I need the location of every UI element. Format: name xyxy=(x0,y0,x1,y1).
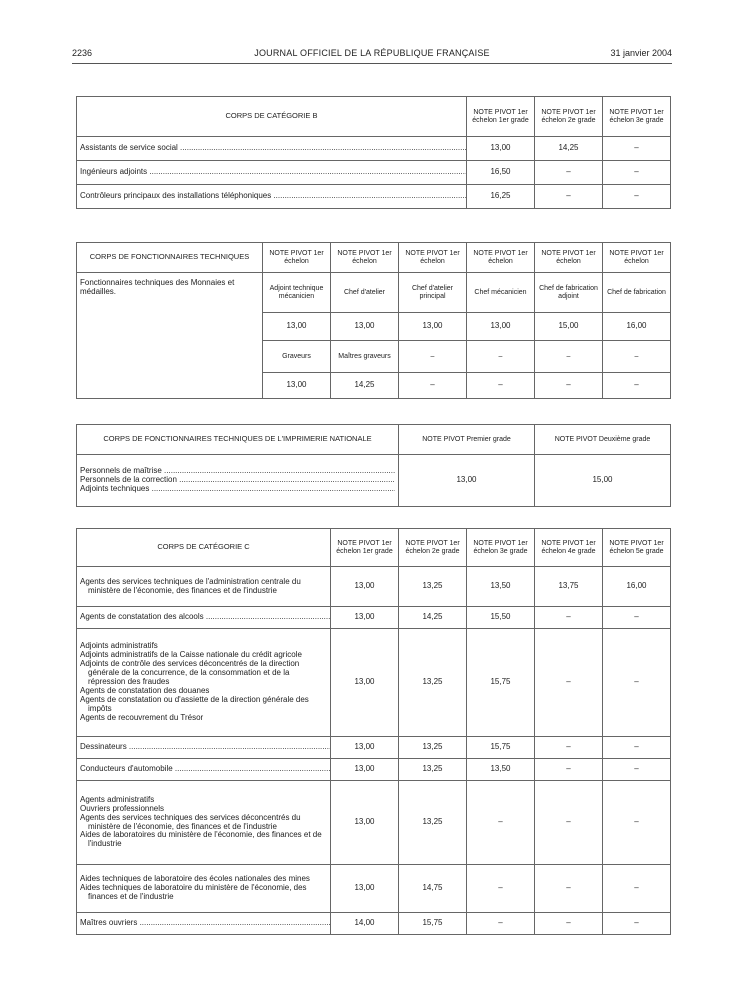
table-row xyxy=(77,161,671,185)
row-label xyxy=(77,865,331,913)
cell-value: 13,00 xyxy=(331,737,399,759)
list-item: Adjoints administratifs de la Caisse nationale du crédit agricole xyxy=(80,650,302,660)
row-label: Conducteurs d'automobile ..... xyxy=(77,759,331,781)
row-label xyxy=(77,567,331,607)
table-header-row xyxy=(77,529,671,567)
cell-value: – xyxy=(603,781,671,865)
column-header: CORPS DE FONCTIONNAIRES TECHNIQUES xyxy=(77,243,263,273)
cell-value: 15,00 xyxy=(535,313,603,341)
cell-value: 16,50 xyxy=(467,161,535,185)
cell-value: 13,25 xyxy=(399,781,467,865)
list-item: Adjoints techniques ..... xyxy=(80,485,395,494)
cell-value: 14,25 xyxy=(535,137,603,161)
cell-value: – xyxy=(535,865,603,913)
grade-name: – xyxy=(467,341,535,373)
cell-value: 13,00 xyxy=(467,137,535,161)
column-header: CORPS DE CATÉGORIE B xyxy=(77,97,467,137)
table-row xyxy=(77,185,671,209)
table-imprimerie-nationale xyxy=(76,424,671,507)
grade-name: – xyxy=(603,341,671,373)
cell-value: – xyxy=(603,137,671,161)
cell-value: 13,25 xyxy=(399,567,467,607)
list-item: Agents de recouvrement du Trésor xyxy=(80,712,204,722)
cell-value: – xyxy=(603,913,671,935)
cell-value: – xyxy=(603,607,671,629)
column-header: NOTE PIVOT 1er échelon xyxy=(331,243,399,273)
list-item: Aides de laboratoires du ministère de l'économie, des finances et de l'industrie xyxy=(80,830,322,849)
cell-value: – xyxy=(535,607,603,629)
list-item: Agents des services techniques des services déconcentrés du ministère de l'économie, des finances et de l'industrie xyxy=(80,812,301,831)
cell-value: 13,75 xyxy=(535,567,603,607)
grade-name: Chef de fabrication xyxy=(603,273,671,313)
table-row xyxy=(77,865,671,913)
cell-value: – xyxy=(467,373,535,399)
row-label: Maîtres ouvriers ..... xyxy=(77,913,331,935)
page-header xyxy=(72,48,672,62)
table-header-row xyxy=(77,243,671,273)
list-item: Adjoints de contrôle des services déconcentrés de la direction générale de la concurrence, de la consommation et de la répression des fraudes xyxy=(80,659,300,687)
column-header: NOTE PIVOT 1er échelon xyxy=(263,243,331,273)
list-item: Agents de constatation ou d'assiette de la direction générale des impôts xyxy=(80,694,309,713)
table-header-row xyxy=(77,97,671,137)
column-header: NOTE PIVOT 1er échelon 2e grade xyxy=(535,97,603,137)
table-row xyxy=(77,273,671,313)
cell-value: – xyxy=(603,185,671,209)
grade-name: Graveurs xyxy=(263,341,331,373)
table-row xyxy=(77,455,671,507)
cell-value: – xyxy=(603,161,671,185)
table-row xyxy=(77,781,671,865)
row-label: Assistants de service social ..... xyxy=(77,137,467,161)
column-header: NOTE PIVOT 1er échelon 1er grade xyxy=(467,97,535,137)
cell-value: 13,00 xyxy=(399,313,467,341)
cell-value: 13,00 xyxy=(331,567,399,607)
table-categorie-b xyxy=(76,96,671,209)
cell-value: – xyxy=(535,161,603,185)
column-header: CORPS DE FONCTIONNAIRES TECHNIQUES DE L'IMPRIMERIE NATIONALE xyxy=(77,425,399,455)
cell-value: – xyxy=(399,373,467,399)
column-header: NOTE PIVOT 1er échelon 4e grade xyxy=(535,529,603,567)
row-label: Ingénieurs adjoints ..... xyxy=(77,161,467,185)
cell-value: 13,00 xyxy=(399,455,535,507)
column-header: NOTE PIVOT 1er échelon 5e grade xyxy=(603,529,671,567)
cell-value: – xyxy=(535,373,603,399)
cell-value: 13,00 xyxy=(263,373,331,399)
cell-value: 15,00 xyxy=(535,455,671,507)
cell-value: 14,75 xyxy=(399,865,467,913)
cell-value: 16,00 xyxy=(603,567,671,607)
cell-value: – xyxy=(467,913,535,935)
row-label xyxy=(77,455,399,507)
journal-title: JOURNAL OFFICIEL DE LA RÉPUBLIQUE FRANÇAISE xyxy=(254,48,490,58)
cell-value: – xyxy=(535,629,603,737)
table-header-row xyxy=(77,425,671,455)
column-header: NOTE PIVOT 1er échelon xyxy=(399,243,467,273)
grade-name: Chef mécanicien xyxy=(467,273,535,313)
row-label: Dessinateurs ..... xyxy=(77,737,331,759)
cell-value: 15,75 xyxy=(399,913,467,935)
cell-value: 13,00 xyxy=(331,629,399,737)
cell-value: – xyxy=(603,629,671,737)
cell-value: 14,25 xyxy=(331,373,399,399)
cell-value: – xyxy=(603,737,671,759)
cell-value: 16,00 xyxy=(603,313,671,341)
cell-value: 13,00 xyxy=(331,607,399,629)
cell-value: – xyxy=(535,737,603,759)
table-row xyxy=(77,759,671,781)
cell-value: 14,25 xyxy=(399,607,467,629)
grade-name: – xyxy=(535,341,603,373)
grade-name: Maîtres graveurs xyxy=(331,341,399,373)
column-header: NOTE PIVOT 1er échelon 2e grade xyxy=(399,529,467,567)
cell-value: 15,75 xyxy=(467,737,535,759)
list-item: Agents administratifs xyxy=(80,794,155,804)
table-fonctionnaires-techniques xyxy=(76,242,671,399)
list-item: Personnels de maîtrise ..... xyxy=(80,467,395,476)
table-row xyxy=(77,913,671,935)
cell-value: 13,25 xyxy=(399,759,467,781)
table-row xyxy=(77,737,671,759)
list-item: Agents de constatation des douanes xyxy=(80,685,210,695)
cell-value: 13,25 xyxy=(399,629,467,737)
cell-value: – xyxy=(535,185,603,209)
cell-value: 13,50 xyxy=(467,759,535,781)
column-header: NOTE PIVOT 1er échelon xyxy=(603,243,671,273)
cell-value: 16,25 xyxy=(467,185,535,209)
header-rule xyxy=(72,63,672,64)
grade-name: Chef d'atelier principal xyxy=(399,273,467,313)
cell-value: 13,50 xyxy=(467,567,535,607)
column-header: NOTE PIVOT 1er échelon 3e grade xyxy=(603,97,671,137)
table-row xyxy=(77,629,671,737)
cell-value: 13,00 xyxy=(331,781,399,865)
table-categorie-c xyxy=(76,528,671,935)
table-row xyxy=(77,137,671,161)
list-item: Aides techniques de laboratoire des écoles nationales des mines xyxy=(80,874,310,884)
cell-value: – xyxy=(535,759,603,781)
column-header: CORPS DE CATÉGORIE C xyxy=(77,529,331,567)
row-label: Agents de constatation des alcools ..... xyxy=(77,607,331,629)
grade-name: – xyxy=(399,341,467,373)
row-label xyxy=(77,629,331,737)
cell-value: 13,00 xyxy=(263,313,331,341)
list-item: Aides techniques de laboratoire du ministère de l'économie, des finances et de l'industrie xyxy=(80,883,307,901)
cell-value: 13,25 xyxy=(399,737,467,759)
row-label xyxy=(77,781,331,865)
column-header: NOTE PIVOT 1er échelon xyxy=(467,243,535,273)
grade-name: Chef de fabrication adjoint xyxy=(535,273,603,313)
cell-value: 13,00 xyxy=(331,759,399,781)
row-label: Fonctionnaires techniques des Monnaies et médailles. xyxy=(77,273,263,399)
table-row xyxy=(77,567,671,607)
column-header: NOTE PIVOT 1er échelon xyxy=(535,243,603,273)
row-label: Contrôleurs principaux des installations téléphoniques ..... xyxy=(77,185,467,209)
cell-value: 15,75 xyxy=(467,629,535,737)
cell-value: – xyxy=(603,373,671,399)
column-header: NOTE PIVOT Deuxième grade xyxy=(535,425,671,455)
cell-value: 15,50 xyxy=(467,607,535,629)
list-item: Personnels de la correction ..... xyxy=(80,476,395,485)
cell-value: 13,00 xyxy=(331,313,399,341)
column-header: NOTE PIVOT Premier grade xyxy=(399,425,535,455)
cell-value: 14,00 xyxy=(331,913,399,935)
cell-value: – xyxy=(535,781,603,865)
cell-value: – xyxy=(535,913,603,935)
grade-name: Chef d'atelier xyxy=(331,273,399,313)
cell-value: – xyxy=(603,759,671,781)
cell-value: – xyxy=(467,781,535,865)
column-header: NOTE PIVOT 1er échelon 3e grade xyxy=(467,529,535,567)
page-number: 2236 xyxy=(72,48,93,58)
list-item: Adjoints administratifs xyxy=(80,641,158,651)
column-header: NOTE PIVOT 1er échelon 1er grade xyxy=(331,529,399,567)
cell-value: 13,00 xyxy=(331,865,399,913)
cell-value: – xyxy=(467,865,535,913)
list-item: Ouvriers professionnels xyxy=(80,803,165,813)
publication-date: 31 janvier 2004 xyxy=(610,48,672,58)
cell-value: – xyxy=(603,865,671,913)
table-row xyxy=(77,607,671,629)
grade-name: Adjoint technique mécanicien xyxy=(263,273,331,313)
cell-value: 13,00 xyxy=(467,313,535,341)
list-item: Agents des services techniques de l'administration centrale du ministère de l'économie, des finances et de l'industrie xyxy=(80,576,301,595)
